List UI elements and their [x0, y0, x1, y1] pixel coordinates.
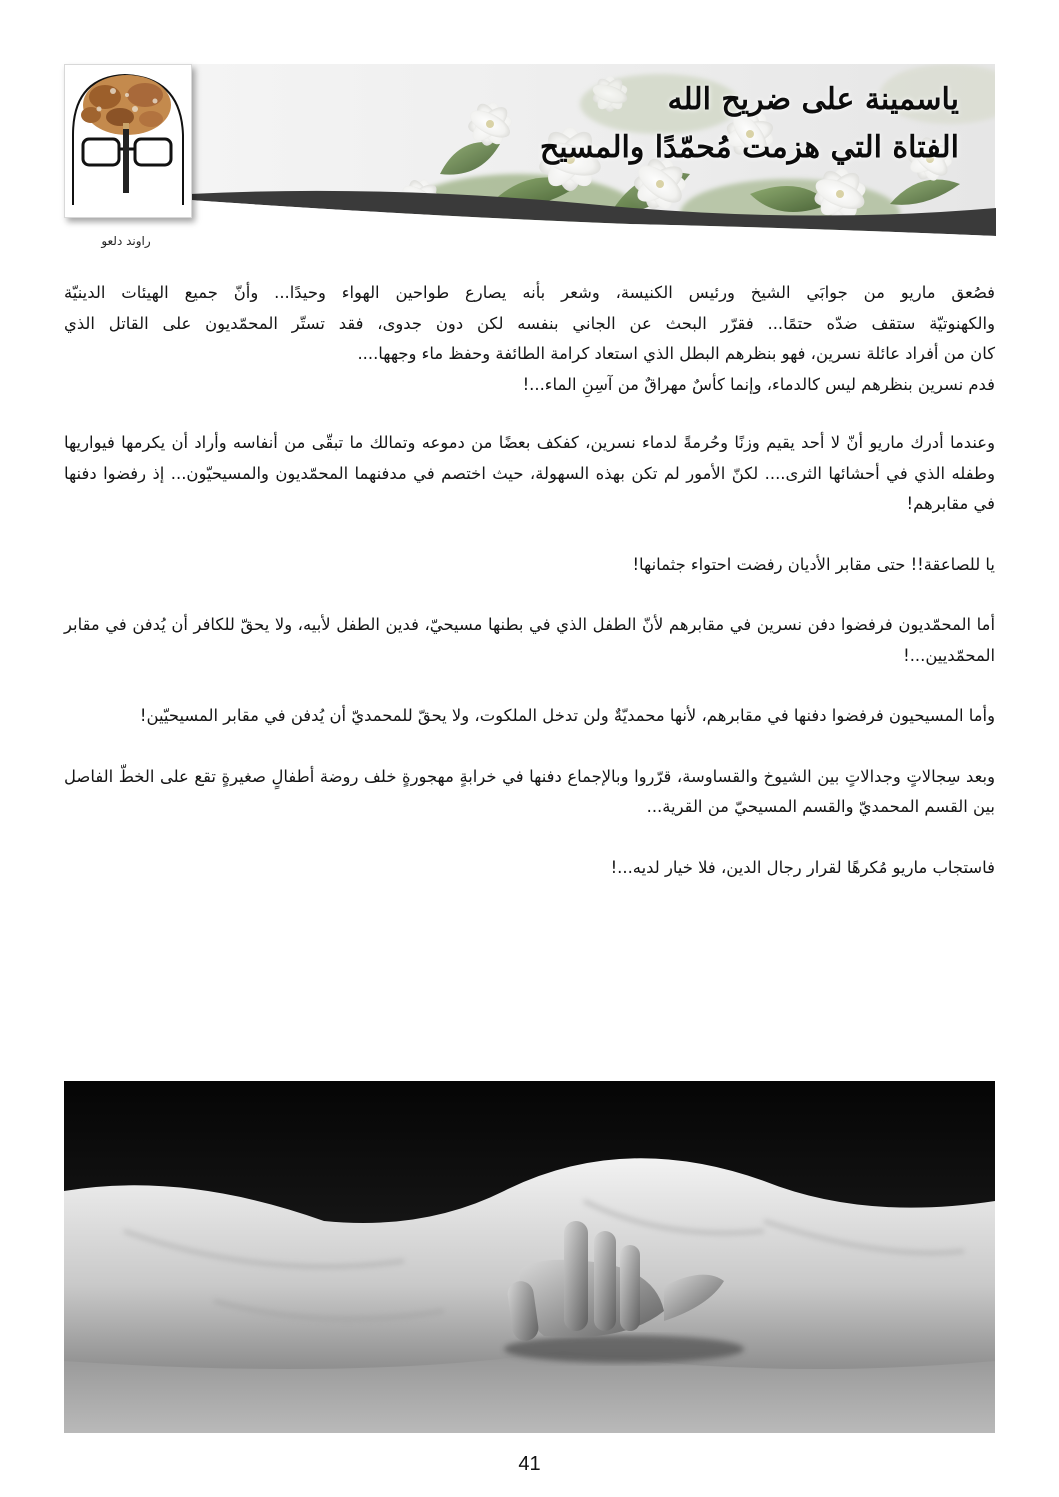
- page-number: 41: [518, 1453, 541, 1475]
- paragraph-1: [64, 278, 995, 400]
- author-photo: [64, 64, 192, 218]
- paragraph-3: يا للصاعقة!! حتى مقابر الأديان رفضت احتواء جثمانها!: [632, 554, 995, 574]
- covered-body-image: [64, 1081, 995, 1433]
- title-line-2: الفتاة التي هزمت مُحمّدًا والمسيح: [539, 130, 959, 165]
- paragraph-1-line-3: كان من أفراد عائلة نسرين، فهو بنظرهم البطل الذي استعاد كرامة الطائفة وحفظ ماء وجهها....: [357, 344, 995, 363]
- author-name: راوند دلعو: [101, 234, 151, 248]
- paragraph-7: فاستجاب ماريو مُكرهًا لقرار رجال الدين، فلا خيار لديه...!: [610, 857, 995, 877]
- paragraph-6: وبعد سِجالاتٍ وجدالاتٍ بين الشيوخ والقساوسة، قرّروا وبالإجماع دفنها في خرابةٍ مهجورةٍ خلف روضة أطفالٍ صغيرةٍ تقع على الخطّ الفاصل بين القسم المحمديّ والقسم المسيحيّ من القرية...: [64, 766, 995, 816]
- paragraph-4: أما المحمّديون فرفضوا دفن نسرين في مقابرهم لأنّ الطفل الذي في بطنها مسيحيّ، فدين الطفل لأبيه، ولا يحقّ للكافر أن يُدفن في مقابر المحمّديين...!: [64, 615, 995, 665]
- title-line-1: ياسمينة على ضريح الله: [667, 82, 959, 117]
- paragraph-1-line-2: والكهنوتيّة ستقف ضدّه حتمًا... فقرّر البحث عن الجاني بنفسه لكن دون جدوى، فقد تستّر المحمّديون على القاتل الذي: [64, 313, 995, 333]
- author-caricature-image: [65, 65, 191, 217]
- paragraph-1-line-1: فصُعق ماريو من جوابَي الشيخ ورئيس الكنيسة، وشعر بأنه يصارع طواحين الهواء وحيدًا... وأنّ جميع الهيئات الدينيّة: [64, 283, 995, 302]
- article-title: [540, 76, 959, 172]
- paragraph-5: وأما المسيحيون فرفضوا دفنها في مقابرهم، لأنها محمديّةٌ ولن تدخل الملكوت، ولا يحقّ للمحمديّ أن يُدفن في مقابر المسيحيّين!: [139, 706, 995, 725]
- paragraph-2: وعندما أدرك ماريو أنّ لا أحد يقيم وزنًا وحُرمةً لدماء نسرين، كفكف بعضًا من دموعه وتمالك ما تبقّى من أنفاسه وأراد أن يكرمها فيواريها وطفله الذي في أحشائها الثرى.... لكنّ الأمور لم تكن بهذه السهولة، حيث اختصم في مدفنهما المحمّديون والمسيحيّون... إذ رفضوا دفنها في مقابرهم!: [64, 433, 995, 513]
- paragraph-1-line-4: فدم نسرين بنظرهم ليس كالدماء، وإنما كأسٌ مهراقٌ من آسِنِ الماء...!: [522, 374, 995, 394]
- banner-swoosh: [190, 180, 996, 240]
- article-body: [64, 278, 995, 913]
- covered-body-photo: [64, 1081, 995, 1433]
